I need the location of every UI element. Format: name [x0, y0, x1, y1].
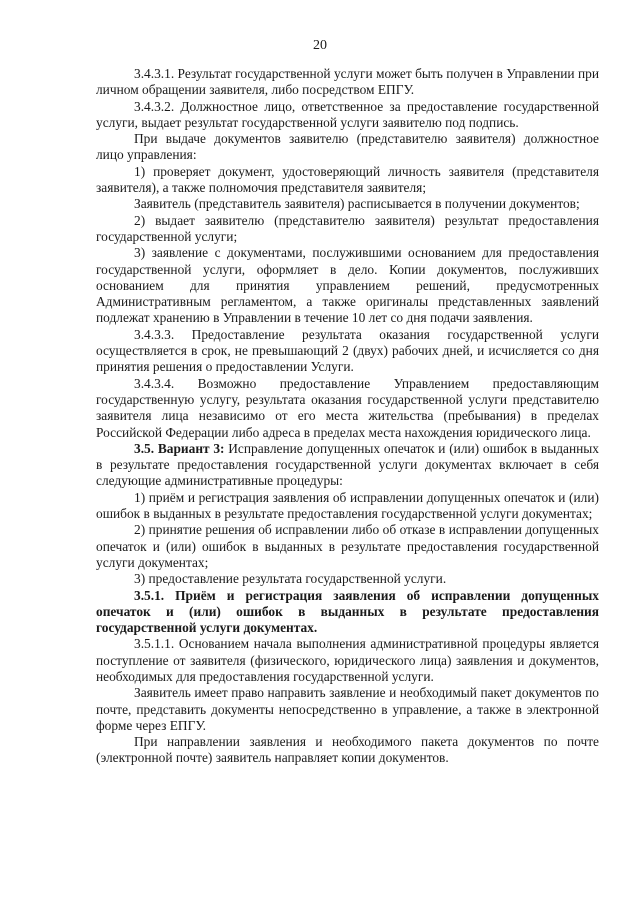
paragraph-procedure-1: 1) приём и регистрация заявления об исправлении допущенных опечаток и (или) ошибок в выданных в результате предоставления государственной услуги документах;: [96, 489, 599, 522]
document-body: [96, 66, 599, 767]
variant-3-heading: 3.5. Вариант 3:: [134, 440, 225, 456]
paragraph-3-4-3-2: 3.4.3.2. Должностное лицо, ответственное за предоставление государственной услуги, выдает результат государственной услуги заявителю под подпись.: [96, 98, 599, 130]
paragraph-item-3-archive: 3) заявление с документами, послужившими основанием для предоставления государственной услуги, оформляет в дело. Копии документов, послуживших основанием для принятия управлением решений, предусмотренных Административным регламентом, а также оригиналы представленных заявлений подлежат хранению в Управлении в течение 10 лет со дня подачи заявления.: [96, 245, 599, 326]
paragraph-procedure-3: 3) предоставление результата государственной услуги.: [134, 571, 447, 587]
paragraph-applicant-signs: Заявитель (представитель заявителя) расписывается в получении документов;: [134, 196, 580, 212]
paragraph-3-5-variant-3: 3.5. Вариант 3: Исправление допущенных опечаток и (или) ошибок в выданных в результате предоставления государственной услуги документах включает в себя следующие административные процедуры:: [96, 440, 599, 489]
paragraph-issuance-intro: При выдаче документов заявителю (представителю заявителя) должностное лицо управления:: [96, 131, 599, 163]
section-heading-3-5-1: 3.5.1. Приём и регистрация заявления об исправлении допущенных опечаток и (или) ошибок в выданных в результате предоставления государственной услуги документах.: [96, 587, 599, 636]
paragraph-item-1-verify: 1) проверяет документ, удостоверяющий личность заявителя (представителя заявителя), а также полномочия представителя заявителя;: [96, 163, 599, 196]
paragraph-3-5-1-1: 3.5.1.1. Основанием начала выполнения административной процедуры является поступление от заявителя (физического, юридического лица) заявления и документов, необходимых для предоставления государственной услуги.: [96, 636, 599, 684]
paragraph-mail-copies: При направлении заявления и необходимого пакета документов по почте (электронной почте) заявитель направляет копии документов.: [96, 734, 599, 766]
paragraph-3-4-3-3: 3.4.3.3. Предоставление результата оказания государственной услуги осуществляется в срок, не превышающий 2 (двух) рабочих дней, и исчисляется со дня принятия решения о предоставлении Услуги.: [96, 326, 599, 375]
page-number: 20: [313, 38, 327, 53]
paragraph-3-4-3-4: 3.4.3.4. Возможно предоставление Управлением предоставляющим государственную услугу, результата оказания государственной услуги представителю заявителя лица независимо от его места жительства (пребывания) в пределах Российской Федерации либо адреса в пределах места нахождения юридического лица.: [96, 375, 599, 440]
paragraph-item-2-issue: 2) выдает заявителю (представителю заявителя) результат предоставления государственной услуги;: [96, 212, 599, 244]
paragraph-procedure-2: 2) принятие решения об исправлении либо об отказе в исправлении допущенных опечаток и (или) ошибок в выданных в результате предоставления государственной услуги документах;: [96, 522, 599, 570]
paragraph-submission-rights: Заявитель имеет право направить заявление и необходимый пакет документов по почте, представить документы непосредственно в управление, а также в электронной форме через ЕПГУ.: [96, 685, 599, 733]
paragraph-3-4-3-1: 3.4.3.1. Результат государственной услуги может быть получен в Управлении при личном обращении заявителя, либо посредством ЕПГУ.: [96, 66, 599, 98]
